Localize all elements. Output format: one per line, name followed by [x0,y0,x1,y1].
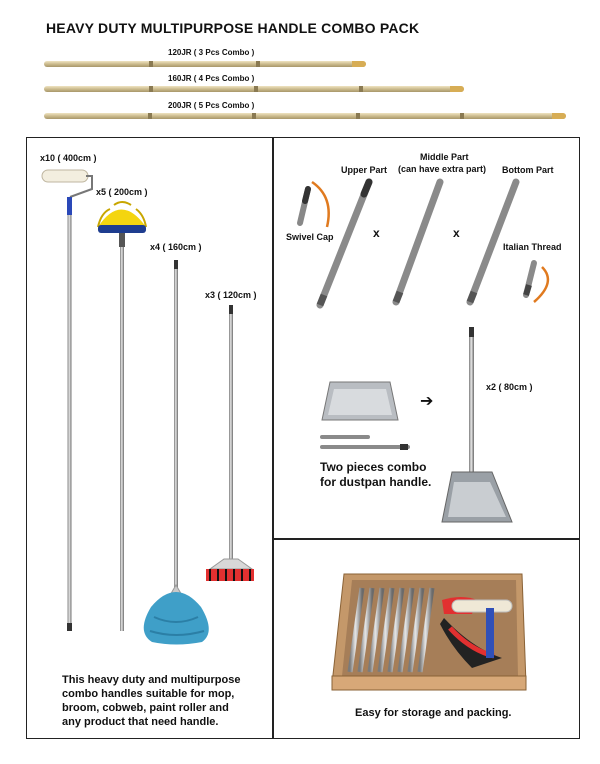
paint-roller-icon [42,170,92,631]
storage-caption: Easy for storage and packing. [355,707,512,719]
handle-rod-200jr [44,113,566,119]
handle-rod-160jr [44,86,464,92]
handle-label-200jr: 200JR ( 5 Pcs Combo ) [168,101,255,110]
small-dustpan-icon [322,382,408,450]
label-x3: x3 ( 120cm ) [205,290,257,300]
left-caption-line-3: broom, cobweb, paint roller and [62,702,229,714]
left-caption-line-2: combo handles suitable for mop, [62,688,235,700]
label-x10: x10 ( 400cm ) [40,153,97,163]
bottom-part-icon [470,182,516,302]
cobweb-brush-icon [98,202,146,631]
middle-part-note: (can have extra part) [398,164,487,174]
dustpan-caption-line-1: Two pieces combo [320,460,427,474]
handle-rod-120jr [44,61,366,67]
label-x2: x2 ( 80cm ) [486,382,533,392]
middle-part-label: Middle Part [420,152,469,162]
broom-icon [206,305,254,581]
tall-dustpan-icon [442,327,512,522]
swivel-cap-icon [300,182,329,227]
handle-label-120jr: 120JR ( 3 Pcs Combo ) [168,48,255,57]
swivel-cap-label: Swivel Cap [286,232,334,242]
arrow-right-icon: ➔ [420,393,434,410]
middle-part-icon [396,182,440,302]
tools-illustration [26,137,274,667]
page-title: HEAVY DUTY MULTIPURPOSE HANDLE COMBO PACK [46,20,420,36]
label-x4: x4 ( 160cm ) [150,242,202,252]
upper-part-label: Upper Part [341,165,388,175]
times-sign-2: x [453,226,460,240]
left-caption-line-4: any product that need handle. [62,716,219,728]
storage-box-illustration [272,538,580,703]
handle-label-160jr: 160JR ( 4 Pcs Combo ) [168,74,255,83]
label-x5: x5 ( 200cm ) [96,187,148,197]
italian-thread-icon [526,263,548,302]
dustpan-caption-line-2: for dustpan handle. [320,475,432,489]
times-sign-1: x [373,226,380,240]
left-caption-line-1: This heavy duty and multipurpose [62,674,241,686]
bottom-part-label: Bottom Part [502,165,554,175]
mop-icon [144,260,209,645]
italian-thread-label: Italian Thread [503,242,562,252]
